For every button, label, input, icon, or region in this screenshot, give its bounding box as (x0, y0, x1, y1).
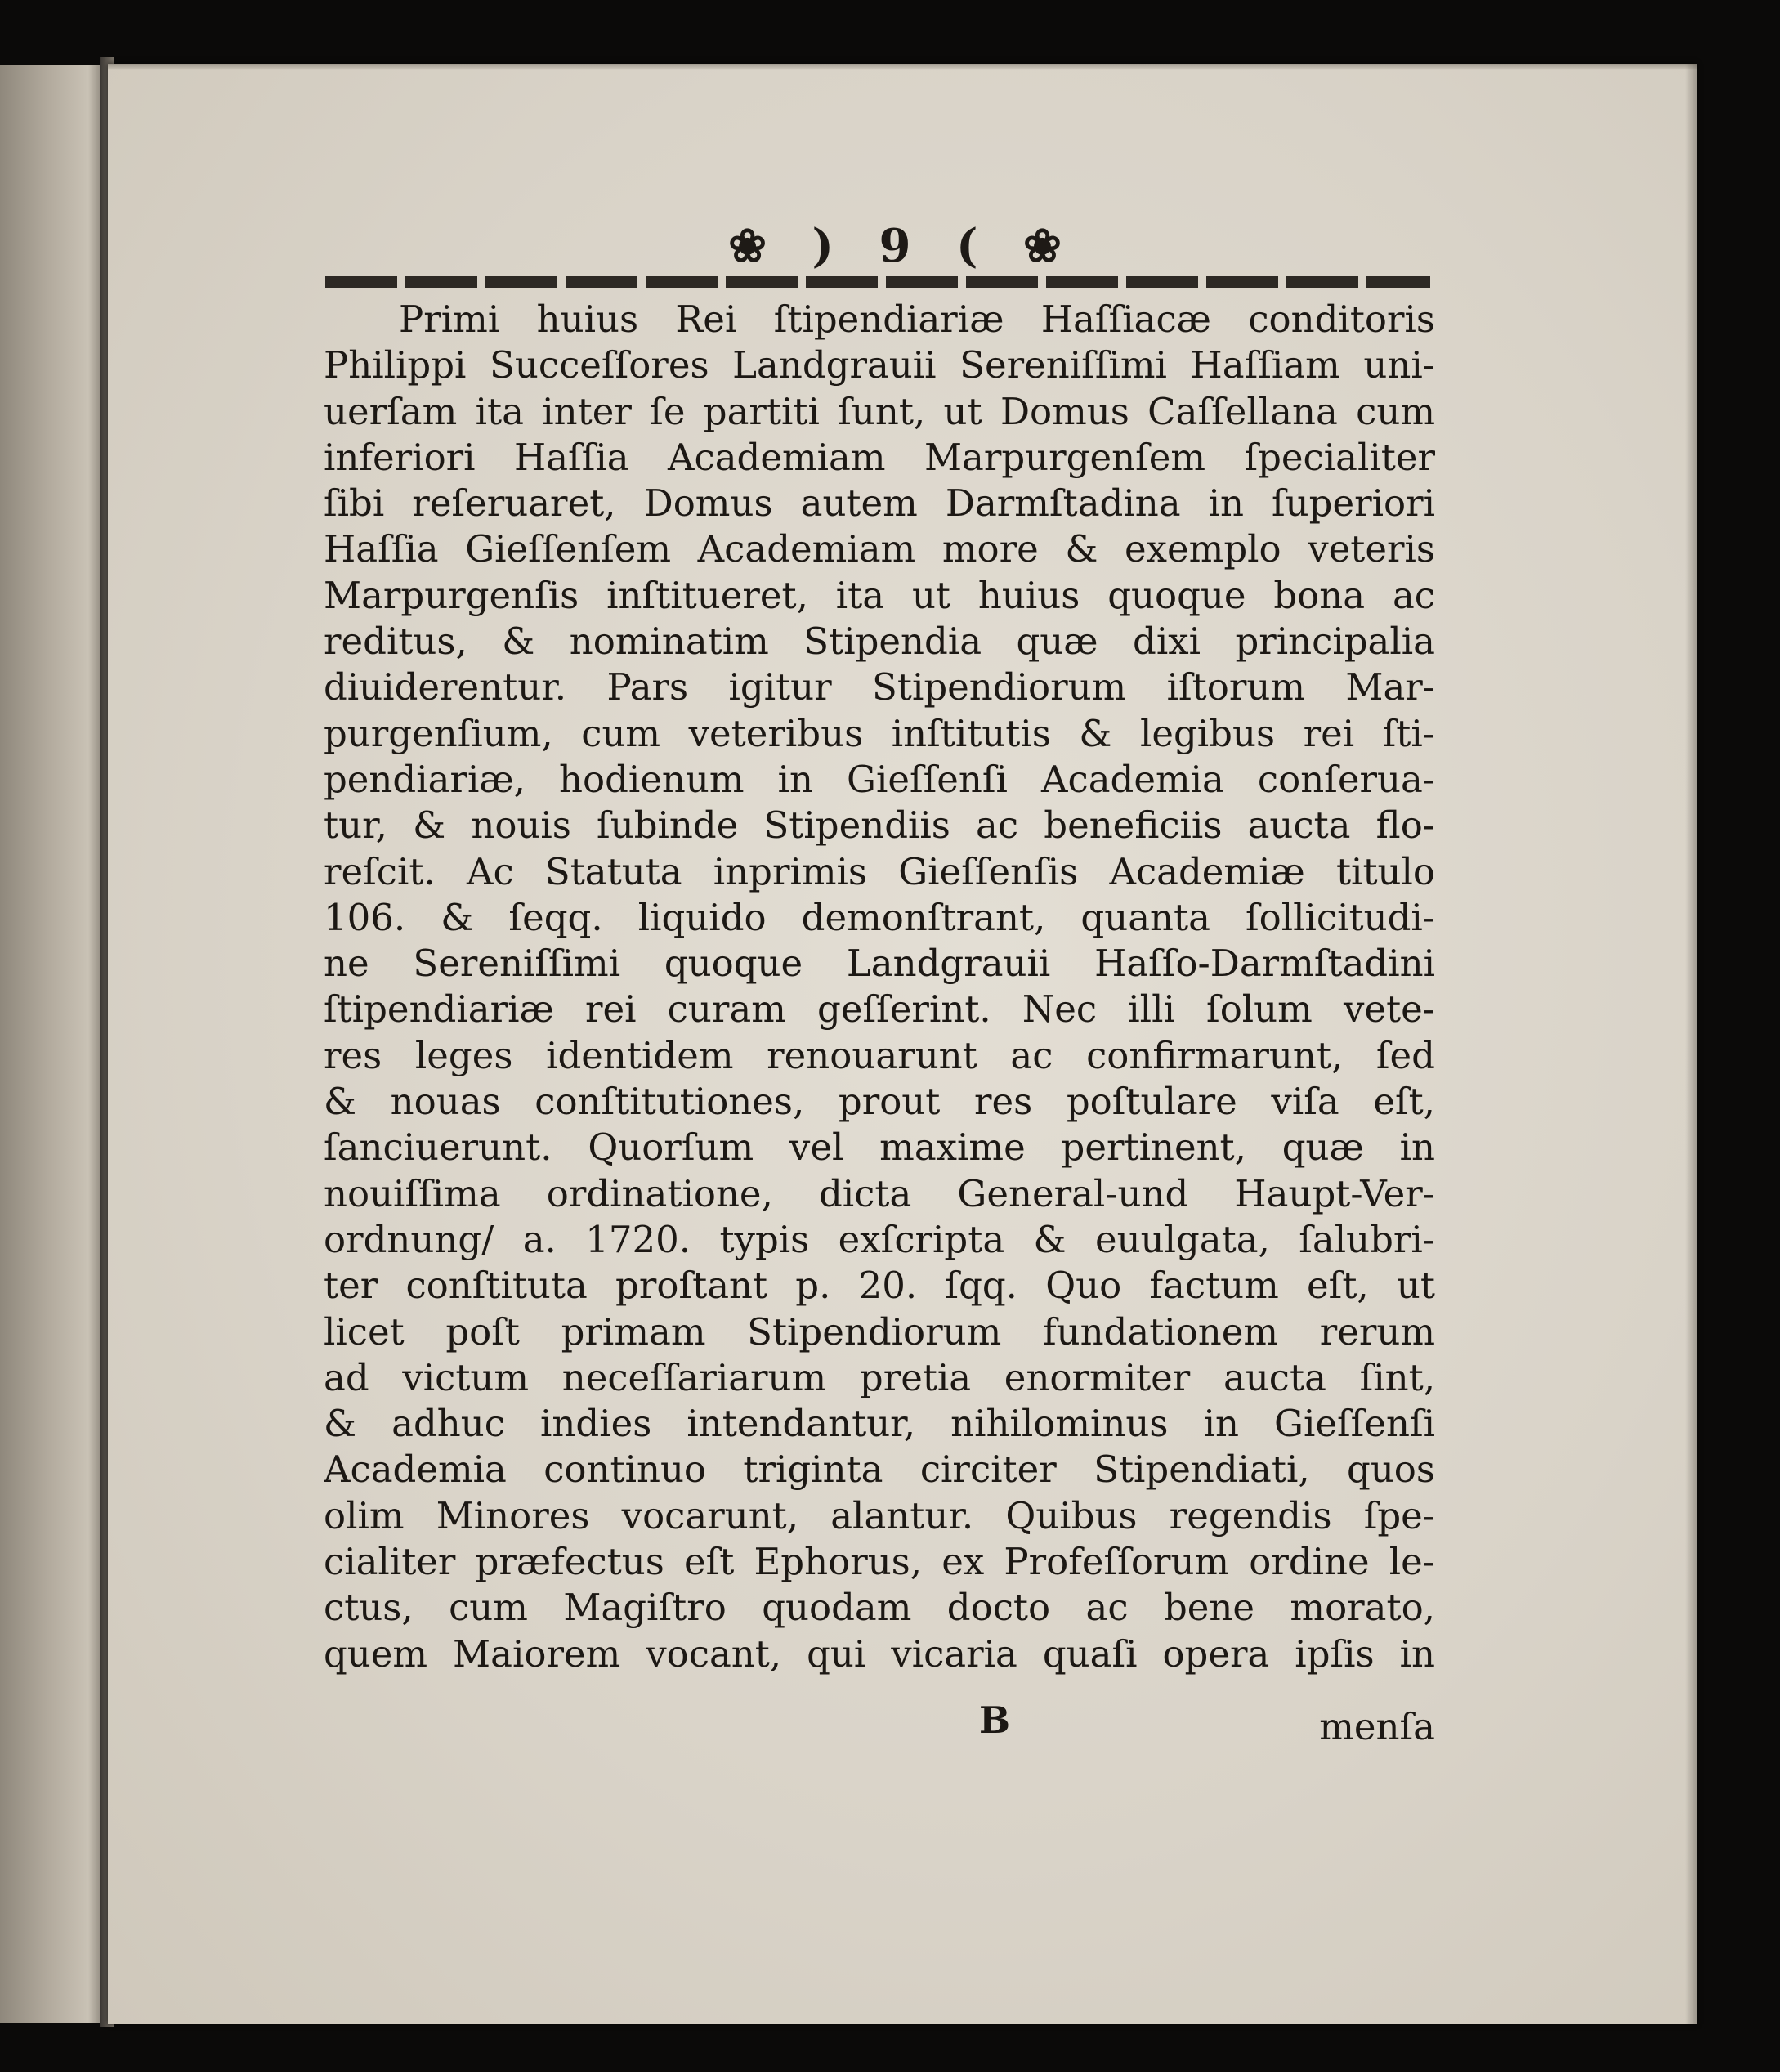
text-line: purgenſium, cum veteribus inſtitutis & legibus rei ſti- (324, 711, 1435, 755)
text-line: licet poſt primam Stipendiorum fundationem rerum (324, 1309, 1435, 1354)
text-line: inferiori Haſſia Academiam Marpurgenſem ſpecialiter (324, 435, 1435, 479)
previous-page-edge (0, 65, 110, 2023)
text-line: cialiter præfectus eſt Ephorus, ex Profeſſorum ordine le- (324, 1540, 1435, 1584)
text-line: Academia continuo triginta circiter Stipendiati, quos (324, 1448, 1435, 1492)
text-line: olim Minores vocarunt, alantur. Quibus regendis ſpe- (324, 1493, 1435, 1537)
page-top-shadow (108, 64, 1697, 70)
text-line: ter conſtituta proſtant p. 20. ſqq. Quo factum eſt, ut (324, 1264, 1435, 1308)
text-line: Marpurgenſis inſtitueret, ita ut huius quoque bona ac (324, 573, 1435, 617)
catchword: menſa (1319, 1705, 1435, 1748)
text-line: Philippi Succeſſores Landgrauii Sereniſſimi Haſſiam uni- (324, 343, 1435, 387)
text-line: nouiſſima ordinatione, dicta General-und Haupt-Ver- (324, 1171, 1435, 1215)
text-line: ſtipendiariæ rei curam geſſerint. Nec illi ſolum vete- (324, 987, 1435, 1032)
text-line: tur, & nouis ſubinde Stipendiis ac beneficiis aucta flo- (324, 803, 1435, 848)
text-line: ctus, cum Magiſtro quodam docto ac bene morato, (324, 1586, 1435, 1630)
text-line: 106. & ſeqq. liquido demonſtrant, quanta ſollicitudi- (324, 895, 1435, 939)
page-header: ❀ ) 9 ( ❀ (728, 219, 1076, 273)
text-line: reſcit. Ac Statuta inprimis Gieſſenſis Academiæ titulo (324, 849, 1435, 893)
text-line: ſanciuerunt. Quorſum vel maxime pertinent, quæ in (324, 1126, 1435, 1170)
text-line: reditus, & nominatim Stipendia quæ dixi principalia (324, 620, 1435, 664)
text-line: ad victum neceſſariarum pretia enormiter aucta ſint, (324, 1355, 1435, 1399)
text-line: & adhuc indies intendantur, nihilominus in Gieſſenſi (324, 1402, 1435, 1446)
page-right-shadow (1685, 64, 1697, 2024)
text-line: res leges identidem renouarunt ac confirmarunt, ſed (324, 1033, 1435, 1077)
text-line: quem Maiorem vocant, qui vicaria quaſi opera ipſis in (324, 1631, 1435, 1676)
text-line: ordnung/ a. 1720. typis exſcripta & euulgata, ſalubri- (324, 1217, 1435, 1261)
text-line: ne Sereniſſimi quoque Landgrauii Haſſo-Darmſtadini (324, 942, 1435, 986)
text-line: uerſam ita inter ſe partiti ſunt, ut Domus Caſſellana cum (324, 389, 1435, 433)
header-rule (325, 276, 1430, 288)
text-line: ſibi reſeruaret, Domus autem Darmſtadina in ſuperiori (324, 481, 1435, 526)
text-line: Primi huius Rei ſtipendiariæ Haſſiacæ conditoris (399, 298, 1435, 341)
text-line: Haſſia Gieſſenſem Academiam more & exemplo veteris (324, 527, 1435, 571)
book-page (108, 64, 1697, 2024)
page-footer (324, 1698, 1435, 1748)
text-line: pendiariæ, hodienum in Gieſſenſi Academia conſerua- (324, 757, 1435, 801)
body-text (324, 297, 1435, 1677)
text-line: diuiderentur. Pars igitur Stipendiorum iſtorum Mar- (324, 665, 1435, 709)
text-line: & nouas conſtitutiones, prout res poſtulare viſa eſt, (324, 1080, 1435, 1124)
signature-mark: B (979, 1698, 1011, 1742)
